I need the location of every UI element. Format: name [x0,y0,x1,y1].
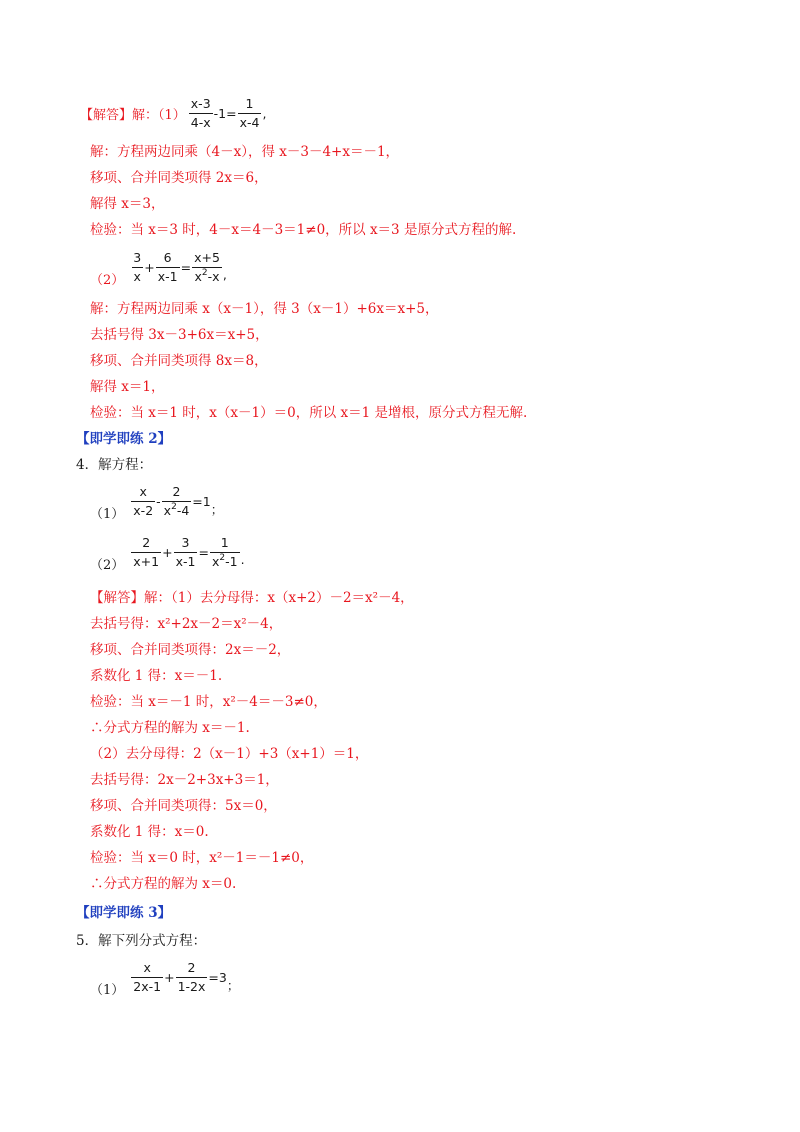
p1-equation-row [80,96,266,131]
fraction: $\frac{3}{x}$ [133,250,142,284]
solution-line: 解得 x＝1， [90,379,165,395]
solution-line: 检验：当 x＝3 时，4－x＝4－3＝1≠0，所以 x＝3 是原分式方程的解. [90,222,517,238]
solution-line: ∴分式方程的解为 x＝－1. [90,720,250,736]
solution-line: 移项、合并同类项得 8x＝8， [90,353,268,369]
solution-line: 移项、合并同类项得 2x＝6， [90,170,268,186]
fraction: $\frac{x}{x-2}$ [133,484,154,518]
fraction: $\frac{1}{x^2-1}$ [211,535,238,569]
fraction: $\frac{3}{x-1}$ [175,535,196,569]
solution-line: ∴分式方程的解为 x＝0. [90,876,237,892]
q4-equation-2 [90,532,245,573]
p2-equation: $\frac{3}{x}$ + $\frac{6}{x-1}$ = $\frac{x+5}{x^2-x}$ , [133,250,227,284]
equation: $\frac{2}{x+1}$ + $\frac{3}{x-1}$ = $\frac{1}{x^2-1}$ . [133,535,245,569]
solution-line: 系数化 1 得：x＝－1. [90,668,223,684]
fraction: $\frac{1}{x-4}$ [239,96,260,130]
solution-line: 去括号得：2x－2+3x+3＝1， [90,772,279,788]
solution-line: 检验：当 x＝0 时，x²－1＝－1≠0， [90,850,314,866]
solution-line: 解得 x＝3， [90,196,165,212]
solution-line: 系数化 1 得：x＝0. [90,824,209,840]
p1-equation: $\frac{x-3}{4-x}$ -1= $\frac{1}{x-4}$ , [190,96,267,130]
fraction: $\frac{x+5}{x^2-x}$ [194,250,220,284]
solution-line: 检验：当 x＝－1 时，x²－4＝－3≠0， [90,694,327,710]
part-label: （1） [90,507,125,522]
answer-first-line: 【解答】解：（1）去分母得：x（x+2）－2＝x²－4， [90,590,414,606]
fraction: $\frac{2}{x+1}$ [133,535,160,569]
question-stem: 4．解方程： [76,457,153,473]
section-heading: 【即学即练 2】 [76,431,172,447]
solution-line: 解：方程两边同乘（4－x），得 x－3－4+x＝－1， [90,144,400,160]
answer-label: 【解答】 [90,590,144,606]
solution-line: 移项、合并同类项得：5x＝0， [90,798,277,814]
solution-line: 去括号得 3x－3+6x＝x+5， [90,327,269,343]
part-label: （2） [90,273,125,288]
solution-line: 检验：当 x＝1 时，x（x－1）＝0，所以 x＝1 是增根，原分式方程无解. [90,405,528,421]
fraction: $\frac{x-3}{4-x}$ [190,96,211,130]
part-label: （1） [90,983,125,998]
fraction: $\frac{x}{2x-1}$ [133,960,162,994]
solution-line: 去括号得：x²+2x－2＝x²－4， [90,616,283,632]
section-heading: 【即学即练 3】 [76,905,172,921]
p2-equation-row [90,247,227,288]
fraction: $\frac{6}{x-1}$ [157,250,178,284]
fraction: $\frac{2}{x^2-4}$ [163,484,190,518]
question-stem: 5．解下列分式方程： [76,933,207,949]
equation: $\frac{x}{x-2}$ - $\frac{2}{x^2-4}$ =1 ； [133,484,224,518]
answer-label: 【解答】解：（1） [80,108,186,123]
part-label: （2） [90,558,125,573]
fraction: $\frac{2}{1-2x}$ [177,960,206,994]
equation: $\frac{x}{2x-1}$ + $\frac{2}{1-2x}$ =3 ； [133,960,240,994]
solution-line: 解：方程两边同乘 x（x－1），得 3（x－1）+6x＝x+5， [90,301,439,317]
solution-line: 移项、合并同类项得：2x＝－2， [90,642,291,658]
q4-equation-1 [90,481,223,522]
solution-line: （2）去分母得：2（x－1）+3（x+1）＝1， [90,746,369,762]
q5-equation-1 [90,957,239,998]
